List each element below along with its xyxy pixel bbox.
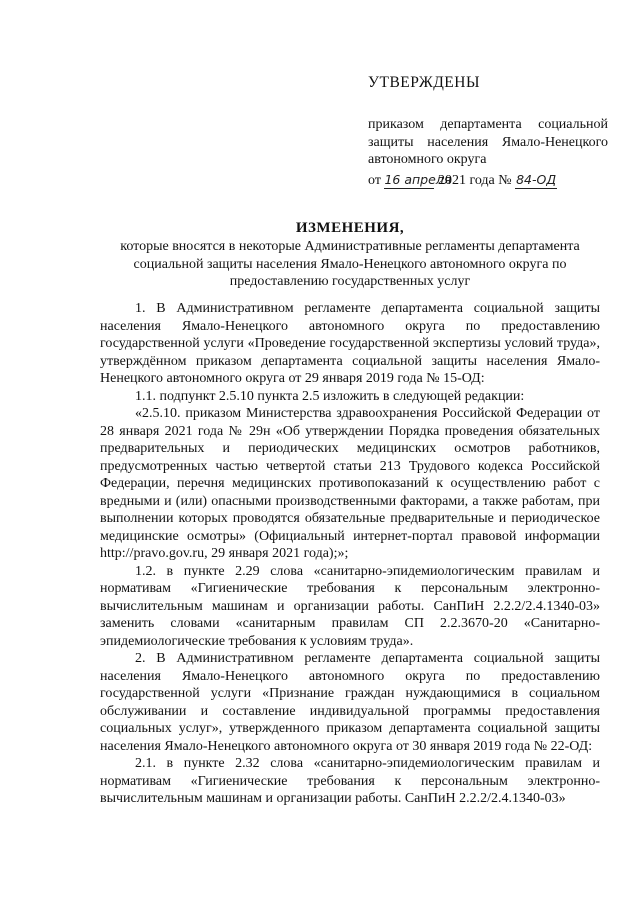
approval-date-line — [368, 171, 608, 189]
handwritten-date: 16 апреля — [384, 171, 452, 187]
document-title: ИЗМЕНЕНИЯ, — [295, 220, 405, 236]
approval-order-text: приказом департамента социальной защиты населения Ямало-Ненецкого автономного округа — [368, 117, 608, 167]
approval-label: УТВЕРЖДЕНЫ — [368, 74, 480, 91]
approval-block — [368, 74, 608, 189]
paragraph-1-2: 1.2. в пункте 2.29 слова «санитарно-эпидемиологическим правилам и нормативам «Гигиенические требования к персональным электронно-вычислительным машинам и организации работы. СанПиН 2.2.2/2.4.1340-03» заменить словами «санитарным правилам СП 2.2.3670-20 «Санитарно-эпидемиологические требования к условиям труда». — [100, 563, 600, 649]
document-subtitle: которые вносятся в некоторые Административные регламенты департамента социальной защиты населения Ямало-Ненецкого автономного округа по предоставлению государственных услуг — [120, 239, 580, 289]
date-prefix: от — [368, 172, 381, 188]
year-text: 2021 года № — [437, 172, 512, 188]
paragraph-2-5-10: «2.5.10. приказом Министерства здравоохранения Российской Федерации от 28 января 2021 года № 29н «Об утверждении Порядка проведения обязательных предварительных и периодических медицинских осмотров работников, предусмотренных частью четвертой статьи 213 Трудового кодекса Российской Федерации, перечня медицинских противопоказаний к осуществлению работ с вредными и (или) опасными производственными факторами, а также работам, при выполнении которых проводятся обязательные предварительные и периодическое медицинские осмотры» (Официальный интернет-портал правовой информации http://pravo.gov.ru, 29 января 2021 года);»; — [100, 406, 600, 561]
paragraph-2: 2. В Административном регламенте департамента социальной защиты населения Ямало-Ненецкого автономного округа по предоставлению государственной услуги «Признание граждан нуждающимися в социальном обслуживании и составление индивидуальной программы предоставления социальных услуг», утвержденного приказом департамента социальной защиты населения Ямало-Ненецкого автономного округа от 30 января 2019 года № 22-ОД: — [100, 651, 600, 754]
paragraph-2-1: 2.1. в пункте 2.32 слова «санитарно-эпидемиологическим правилам и нормативам «Гигиенические требования к персональным электронно-вычислительным машинам и организации работы. СанПиН 2.2.2/2.4.1340-03» — [100, 756, 600, 806]
document-title-block — [100, 218, 600, 291]
document-body — [100, 300, 600, 808]
paragraph-1-1: 1.1. подпункт 2.5.10 пункта 2.5 изложить в следующей редакции: — [135, 388, 525, 404]
handwritten-number: 84-ОД — [516, 171, 557, 187]
paragraph-1: 1. В Административном регламенте департамента социальной защиты населения Ямало-Ненецкого автономного округа по предоставлению государственной услуги «Проведение государственной экспертизы условий труда», утверждённом приказом департамента социальной защиты населения Ямало-Ненецкого автономного округа от 29 января 2019 года № 15-ОД: — [100, 301, 600, 386]
